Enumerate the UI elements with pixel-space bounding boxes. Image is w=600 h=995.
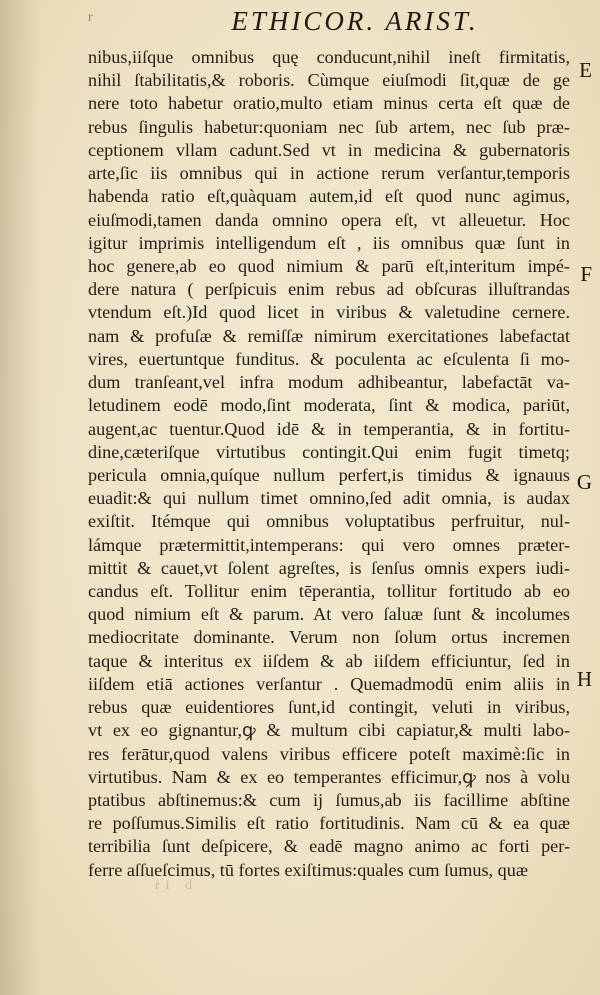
text-line: ferre aſſueſcimus, tū fortes exiſtimus:quales cum ſumus, quæ [88,859,528,880]
text-line: vires, euertuntque funditus. & poculenta ac eſculenta ſi mo- [88,348,570,369]
text-line: re poſſumus.Similis eſt ratio fortitudinis. Nam cū & ea quæ [88,813,570,834]
margin-marker: E [579,58,592,82]
text-line: mediocritate dominante. Verum non ſolum ortus incremen [88,627,570,648]
margin-marker: H [576,667,592,691]
text-line: nihil ſtabilitatis,& roboris. Cùmque eiuſmodi ſit,quæ de ge [88,70,570,91]
margin-marker: F [580,262,592,286]
text-line: virtutibus. Nam & ex eo temperantes efficimur,ꝙ nos à volu [88,766,570,787]
text-line: rebus quæ euidentiores ſunt,id contingit, veluti in viribus, [88,697,570,718]
body-text [88,46,570,882]
text-line: exiſtit. Itémque qui omnibus voluptatibus perfruitur, nul- [88,511,570,532]
text-line: habenda ratio eſt,quàquam autem,id eſt quod nunc agimus, [88,186,570,207]
text-line: nam & profuſæ & remiſſæ nimirum exercitationes labefactat [88,325,570,346]
text-line: nibus,iiſque omnibus quę conducunt,nihil ineſt firmitatis, [88,47,570,67]
text-line: augent,ac tuentur.Quod idē & in temperantia, & in fortitu- [88,418,570,439]
text-line: euadit:& qui nullum timet omnino,ſed adit omnia, is audax [88,488,570,509]
text-line: letudinem eodē modo,ſint moderata, ſint & modica, pariūt, [88,395,570,416]
text-line: ptatibus abſtinemus:& cum ij ſumus,ab iis facillime abſtine [88,790,570,810]
text-line: hoc genere,ab eo quod nimium & parū eſt,interitum impé- [88,255,570,276]
text-line: pericula omnia,quíque nullum perfert,is timidus & ignauus [88,464,570,485]
text-line: ceptionem vllam cadunt.Sed vt in medicina & gubernatoris [88,139,570,160]
text-line: vtendum eſt.)Id quod licet in viribus & valetudine cernere. [88,302,570,323]
text-line: candus eſt. Tollitur enim tēperantia, tollitur fortitudo ab eo [88,581,570,602]
text-line: eiuſmodi,tamen danda omnino opera eſt, vt alleuetur. Hoc [88,209,570,230]
margin-marker: G [576,470,592,494]
text-line: res ferātur,quod valens viribus efficere poteſt maximè:ſic in [88,743,570,764]
text-line: arte,ſic iis omnibus qui in actione rerum verſantur,temporis [88,163,570,184]
text-line: nere toto habetur oratio,multo etiam minus certa eſt quæ de [88,93,570,114]
text-line: vt ex eo gignantur,ꝙ & multum cibi capiatur,& multi labo- [88,720,570,741]
text-line: mittit & cauet,vt ſolent agreſtes, is ſenſus omnis expers iudi- [88,557,570,578]
text-line: igitur imprimis intelligendum eſt , iis omnibus quæ ſunt in [88,232,570,253]
text-line: dine,cæteriſque virtutibus contingit.Qui enim fugit timetq; [88,441,570,462]
bleed-through-text: ri d [155,878,199,893]
text-line: taque & interitus ex iiſdem & ab iiſdem efficiuntur, ſed in [88,650,570,671]
text-line: lámque prætermittit,intemperans: qui vero omnes præter- [88,534,570,555]
edge-mark: r [88,10,93,25]
running-head: ETHICOR. ARIST. [231,6,479,36]
binding-shadow [0,0,40,995]
text-line: terribilia ſunt deſpicere, & eadē magno animo ac forti per- [88,836,570,857]
text-line: quod nimium eſt & parum. At vero ſaluæ ſunt & incolumes [88,604,570,625]
text-line: rebus ſingulis habetur:quoniam nec ſub artem, nec ſub præ- [88,116,570,137]
text-line: dere natura ( perſpicuis enim rebus ad obſcuras illuſtrandas [88,279,570,300]
text-line: dum tranſeant,vel infra modum adhibeantur, labefactāt va- [88,372,570,393]
text-line: iiſdem etiā actiones verſantur . Quemadmodū enim aliis in [88,673,570,694]
